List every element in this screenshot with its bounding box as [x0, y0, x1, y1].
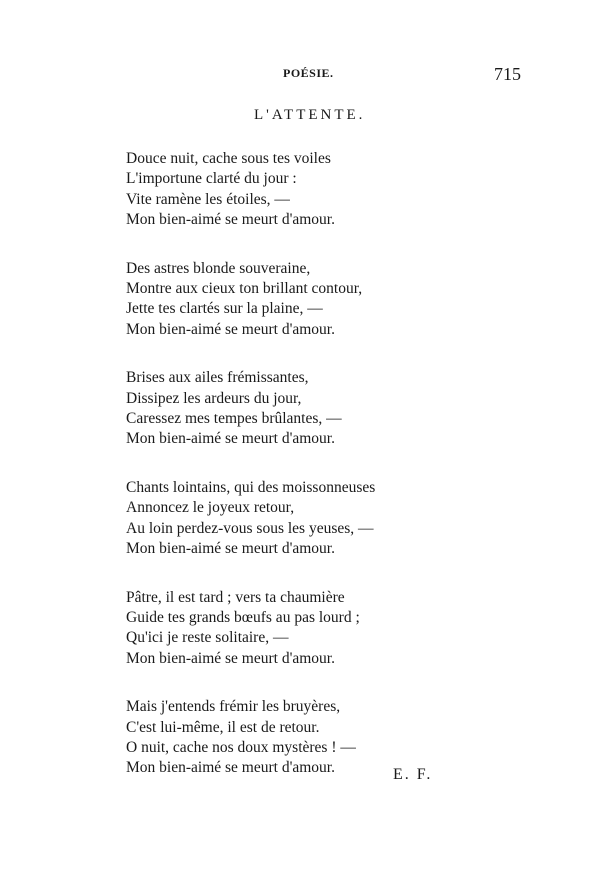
poem-line: Jette tes clartés sur la plaine, —	[126, 300, 323, 318]
stanza-1	[126, 149, 446, 231]
poem-line: Pâtre, il est tard ; vers ta chaumière	[126, 588, 345, 606]
poem-line: Douce nuit, cache sous tes voiles	[126, 150, 331, 167]
poem-line: Vite ramène les étoiles, —	[126, 190, 290, 208]
poem-line: O nuit, cache nos doux mystères ! —	[126, 738, 356, 756]
poem-line: Dissipez les ardeurs du jour,	[126, 389, 302, 407]
poem-line: Mon bien-aimé se meurt d'amour.	[126, 759, 335, 777]
poem-line: Annoncez le joyeux retour,	[126, 499, 295, 517]
poem-line: Brises aux ailes frémissantes,	[126, 369, 309, 387]
poem-line: Caressez mes tempes brûlantes, —	[126, 410, 342, 428]
author-signature: E. F.	[393, 766, 433, 783]
running-head	[0, 66, 600, 86]
poem-line: C'est lui-même, il est de retour.	[126, 718, 320, 736]
poem-line: L'importune clarté du jour :	[126, 170, 297, 188]
poem-line: Montre aux cieux ton brillant contour,	[126, 280, 363, 298]
running-title: POÉSIE.	[283, 66, 334, 80]
poem-line: Qu'ici je reste solitaire, —	[126, 629, 289, 647]
poem-line: Des astres blonde souveraine,	[126, 259, 311, 277]
poem-title: L'ATTENTE.	[254, 107, 366, 123]
poem-line: Mon bien-aimé se meurt d'amour.	[126, 430, 335, 448]
poem-line: Mon bien-aimé se meurt d'amour.	[126, 649, 335, 667]
poem-line: Au loin perdez-vous sous les yeuses, —	[126, 519, 374, 537]
stanza-2	[126, 259, 446, 341]
stanza-5	[126, 588, 446, 670]
poem-line: Mon bien-aimé se meurt d'amour.	[126, 540, 335, 558]
stanza-4	[126, 478, 446, 560]
page-number: 715	[494, 64, 521, 84]
poem-line: Mon bien-aimé se meurt d'amour.	[126, 211, 335, 229]
stanza-3	[126, 368, 446, 450]
poem-line: Guide tes grands bœufs au pas lourd ;	[126, 608, 360, 626]
poem-line: Mais j'entends frémir les bruyères,	[126, 698, 341, 716]
poem-body	[126, 149, 446, 807]
poem-line: Chants lointains, qui des moissonneuses	[126, 478, 376, 496]
poem-line: Mon bien-aimé se meurt d'amour.	[126, 320, 335, 338]
